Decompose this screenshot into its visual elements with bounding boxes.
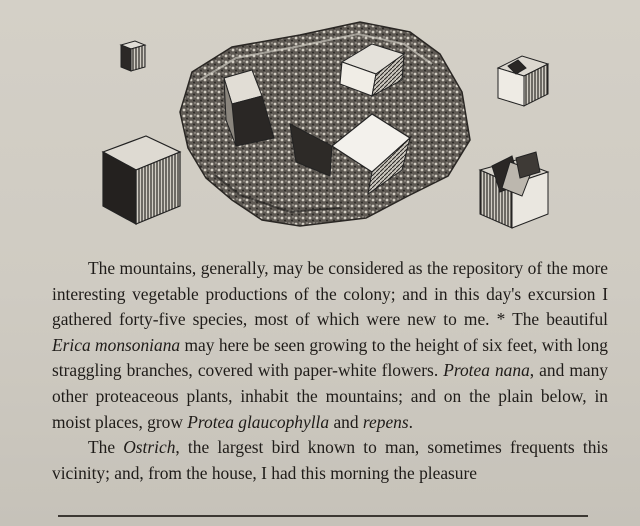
small-cube-top-left <box>121 41 145 71</box>
crystal-illustration <box>0 0 640 262</box>
cube-top-right <box>498 56 548 106</box>
large-cube-left <box>103 136 180 224</box>
cube-bottom-right <box>480 152 548 228</box>
paragraph-2: The Ostrich, the largest bird known to man, sometimes frequents this vicinity; and, from the house, I had this morning the pleasure <box>52 437 608 483</box>
page-bottom-rule <box>58 515 588 517</box>
rock-matrix <box>180 22 470 226</box>
body-text <box>52 256 608 486</box>
paragraph-1: The mountains, generally, may be considered as the repository of the more interesting vegetable productions of the colony; and in this day's excursion I gathered forty-five species, most of which were new to me. * The beautiful Erica monsoniana may here be seen growing to the height of six feet, with long straggling branches, covered with paper-white flowers. Protea nana, and many other proteaceous plants, inhabit the mountains; and on the plain below, in moist places, grow Protea glaucophylla and repens. <box>52 258 608 432</box>
